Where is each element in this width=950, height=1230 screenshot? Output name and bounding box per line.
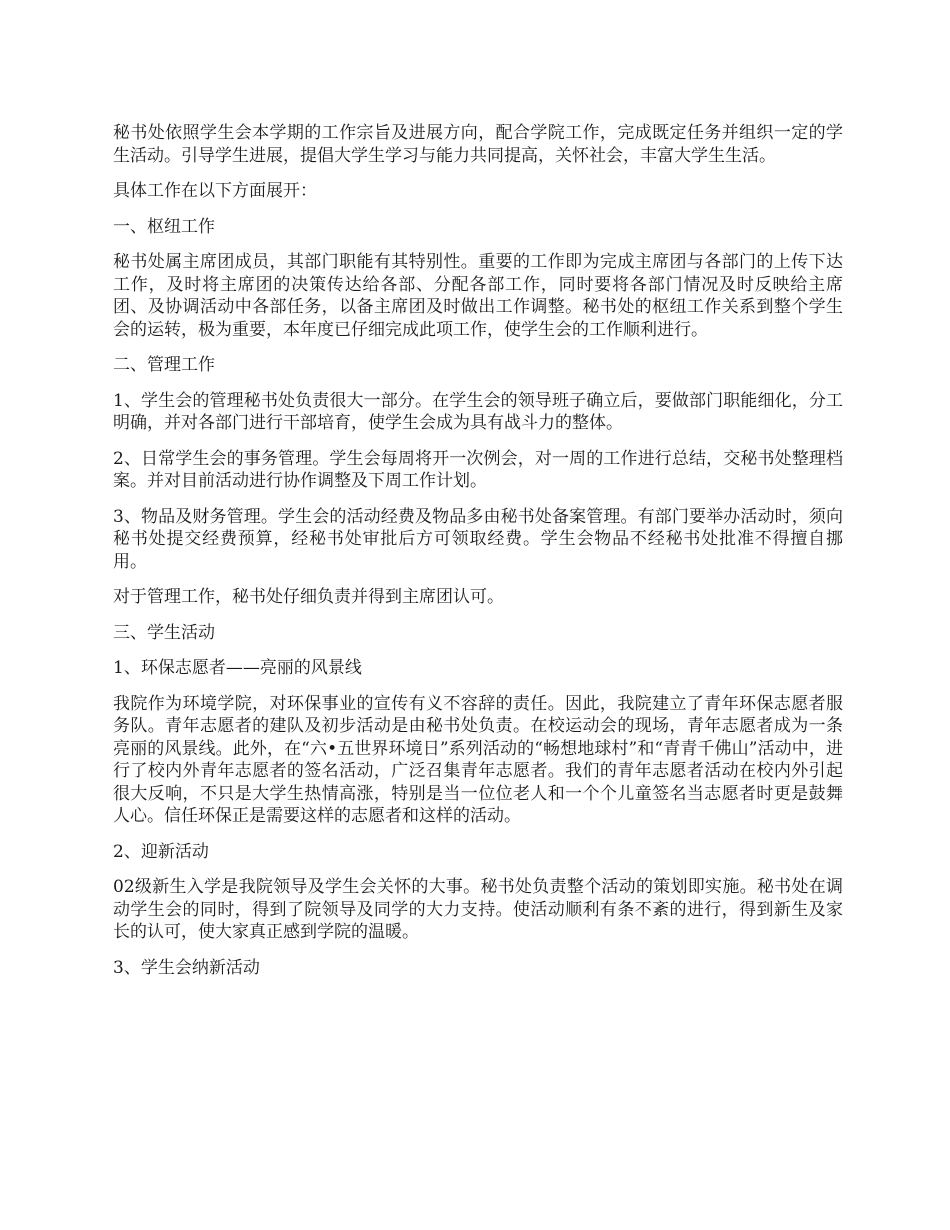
subheading-recruitment: 3、学生会纳新活动 (113, 957, 260, 978)
intro-paragraph: 秘书处依照学生会本学期的工作宗旨及进展方向，配合学院工作，完成既定任务并组织一定的学生活动。引导学生进展，提倡大学生学习与能力共同提高，关怀社会，丰富大学生生活。 (113, 123, 843, 166)
volunteers-paragraph: 我院作为环境学院，对环保事业的宣传有义不容辞的责任。因此，我院建立了青年环保志愿者服务队。青年志愿者的建队及初步活动是由秘书处负责。在校运动会的现场，青年志愿者成为一条亮丽的风景线。此外，在“六•五世界环境日”系列活动的“畅想地球村”和“青青千佛山”活动中，进行了校内外青年志愿者的签名活动，广泛召集青年志愿者。我们的青年志愿者活动在校内外引起很大反响，不只是大学生热情高涨，特别是当一位位老人和一个个儿童签名当志愿者时更是鼓舞人心。信任环保正是需要这样的志愿者和这样的活动。 (113, 693, 843, 826)
subheading-volunteers: 1、环保志愿者——亮丽的风景线 (113, 658, 362, 678)
subheading-welcome-activity: 2、迎新活动 (113, 841, 209, 862)
management-item-1: 1、学生会的管理秘书处负责很大一部分。在学生会的领导班子确立后，要做部门职能细化，分工明确，并对各部门进行干部培育，使学生会成为具有战斗力的整体。 (113, 390, 843, 433)
management-item-3: 3、物品及财务管理。学生会的活动经费及物品多由秘书处备案管理。有部门要举办活动时，须向秘书处提交经费预算，经秘书处审批后方可领取经费。学生会物品不经秘书处批准不得擅自挪用。 (113, 506, 843, 572)
work-overview-line: 具体工作在以下方面展开： (113, 181, 317, 201)
management-summary: 对于管理工作，秘书处仔细负责并得到主席团认可。 (113, 587, 504, 607)
management-item-2: 2、日常学生会的事务管理。学生会每周将开一次例会，对一周的工作进行总结，交秘书处整理档案。并对目前活动进行协作调整及下周工作计划。 (113, 448, 843, 491)
section-heading-student-activities: 三、学生活动 (113, 622, 215, 643)
hub-work-paragraph: 秘书处属主席团成员，其部门职能有其特别性。重要的工作即为完成主席团与各部门的上传下达工作，及时将主席团的决策传达给各部、分配各部工作，同时要将各部门情况及时反映给主席团、及协调活动中各部任务，以备主席团及时做出工作调整。秘书处的枢纽工作关系到整个学生会的运转，极为重要，本年度已仔细完成此项工作，使学生会的工作顺利进行。 (113, 252, 843, 340)
section-heading-hub-work: 一、枢纽工作 (113, 216, 215, 237)
section-heading-management: 二、管理工作 (113, 355, 215, 375)
document-body (113, 122, 843, 992)
welcome-activity-paragraph: 02级新生入学是我院领导及学生会关怀的大事。秘书处负责整个活动的策划即实施。秘书处在调动学生会的同时，得到了院领导及同学的大力支持。使活动顺利有条不紊的进行，得到新生及家长的认可，使大家真正感到学院的温暖。 (113, 877, 843, 942)
